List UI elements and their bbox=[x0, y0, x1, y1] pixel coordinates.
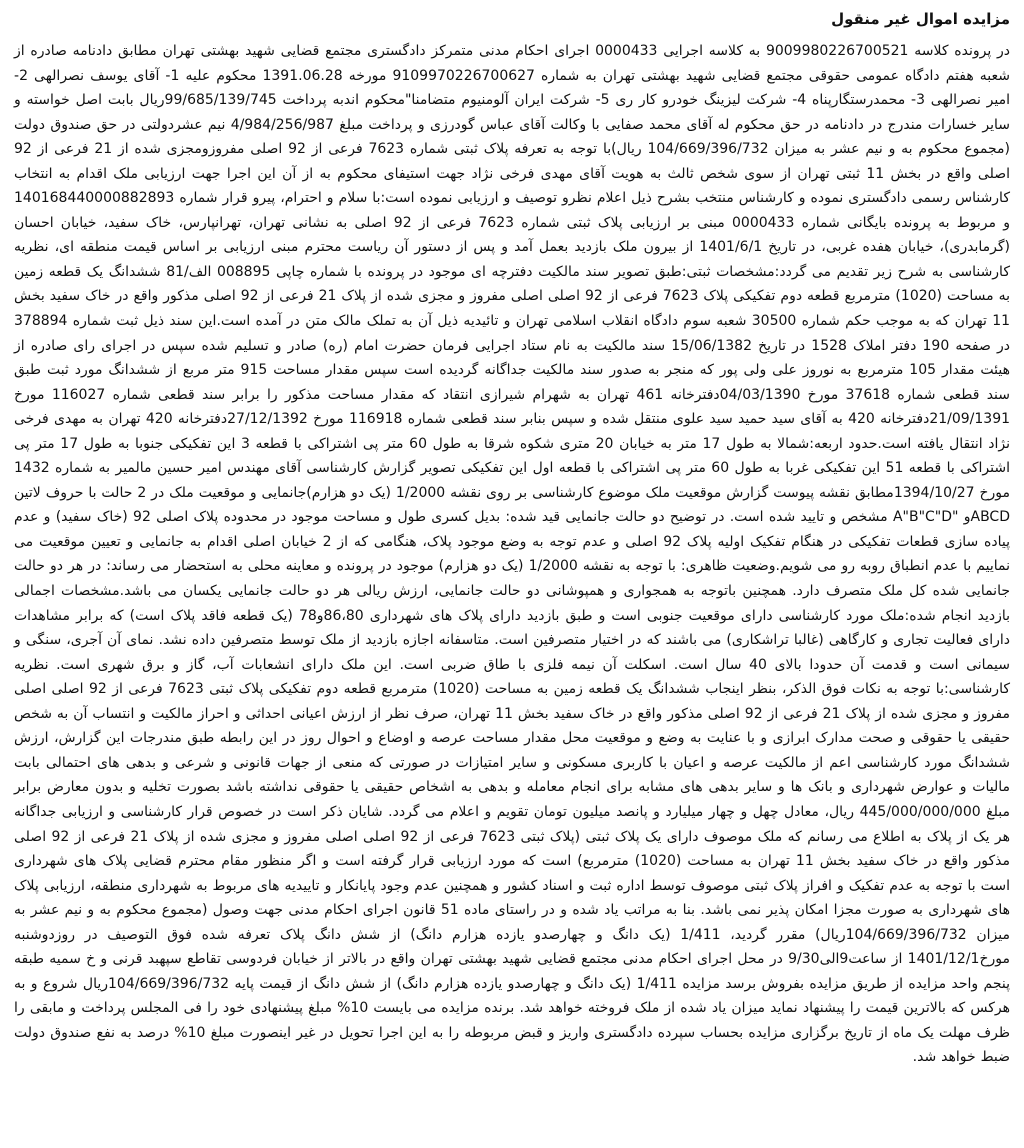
notice-body-text: در پرونده کلاسه 9009980226700521 به کلاسه اجرایی 0000433 اجرای احکام مدنی متمرکز دادگستری مجتمع قضایی شهید بهشتی تهران مطابق دادنامه صادره از شعبه هفتم دادگاه عمومی حقوقی مجتمع قضایی شهید بهشتی تهران به شماره 9109970226700627 مورخه 1391.06.28 محکوم علیه 1- آقای یوسف نصرالهی 2- امیر نصرالهی 3- محمدرستگارپناه 4- شرکت لیزینگ خودرو کار ری 5- شرکت ایران آلومنیوم متضامنا"محکوم اندبه پرداخت 99/685/139/745ریال بابت اصل خواسته و سایر خسارات مندرج در دادنامه در حق محکوم له آقای محمد صفایی با وکالت آقای عباس گودرزی و پرداخت مبلغ 4/984/256/987 نیم عشردولتی در حق صندوق دولت (مجموع محکوم به و نیم عشر به میزان 104/669/396/732 ریال)با توجه به تعرفه پلاک ثبتی شماره 7623 فرعی از 92 اصلی مفروزومجزی شده از 21 فرعی از 92 اصلی واقع در بخش 11 ثبتی تهران از سوی شخص ثالث به هویت آقای مهدی فرخی نژاد جهت استیفای محکوم به از آن این اجرا جهت ارزیابی ملک اقدام به انتخاب کارشناس رسمی دادگستری نموده و کارشناس منتخب بشرح ذیل اعلام نظرو توصیف و ارزیابی نموده است:با سلام و احترام، پیرو قرار شماره 140168440000882893 و مربوط به پرونده بایگانی شماره 0000433 مبنی بر ارزیابی پلاک ثبتی شماره 7623 فرعی از 92 اصلی به نشانی تهران، تهرانپارس، خاک سفید، خیابان احسان (گرمابدری)، خیابان هفده غربی، در تاریخ 1401/6/1 از بیرون ملک بازدید بعمل آمد و پس از دستور آن ریاست محترم مبنی ارزیابی بر اساس قیمت منطقه ای، نظریه کارشناسی به شرح زیر تقدیم می گردد:مشخصات ثبتی:طبق تصویر سند مالکیت دفترچه ای موجود در پرونده با شماره چاپی 008895 الف/81 ششدانگ یک قطعه زمین به مساحت (1020) مترمربع قطعه دوم تفکیکی پلاک 7623 فرعی از 92 اصلی اصلی مفروز و مجزی شده از پلاک 21 فرعی از 92 اصلی مذکور واقع در خاک سفید بخش 11 تهران که به موجب حکم شماره 30500 شعبه سوم دادگاه انقلاب اسلامی تهران و تائیدیه ذیل آن به تملک مالک متن در آمده است.این سند ذیل ثبت شماره 378894 در صفحه 190 دفتر املاک 1528 در تاریخ 15/06/1382 سند مالکیت به نام ستاد اجرایی فرمان حضرت امام (ره) صادر و تسلیم شده سپس در اجرای رای صادره از هیئت مقدار 105 مترمربع به نوروز علی ولی پور که منجر به صدور سند مالکیت جداگانه گردیده است سپس مقدار مساحت 915 متر مربع از ششدانگ مورد ثبت طبق سند قطعی شماره 37618 مورخ 04/03/1390دفترخانه 461 تهران به شهرام شیرازی انتقاد که مقدار مساحت مذکور را برابر سند قطعی شماره 116027 مورخ 21/09/1391دفترخانه 420 به آقای سید حمید سید علوی منتقل شده و سپس بنابر سند قطعی شماره 116918 مورخ 27/12/1392دفترخانه 420 تهران به مهدی فرخی نژاد انتقال یافته است.حدود اربعه:شمالا به طول 17 متر به خیابان 20 متری شکوه شرقا به طول 60 متر پی اشتراکی با قطعه 3 این تفکیکی جنوبا به طول 17 متر پی اشتراکی با قطعه 51 این تفکیکی غربا به طول 60 متر پی اشتراکی با قطعه اول این تفکیکی تصویر گزارش کارشناسی آقای مهندس امیر حسین مالمیر به شماره 1432 مورخ 1394/10/27مطابق نقشه پیوست گزارش موقعیت ملک موضوع کارشناسی بر روی نقشه 1/2000 (یک دو هزارم)جانمایی و موقعیت ملک در 2 حالت با حروف لاتین ABCDو "A"B"C"D مشخص و تایید شده است. در توضیح دو حالت جانمایی قید شده: بدیل کسری طول و مساحت موجود در محدوده پلاک اصلی 92 (خاک سفید) و عدم پیاده سازی قطعات تفکیکی در هنگام تفکیک اولیه پلاک 92 اصلی و عدم توجه به وضع موجود پلاک، هنگامی که از 2 خیابان اصلی اقدام به جانمایی و تعیین موقعیت می نماییم با عدم انطباق روبه رو می شویم.وضعیت ظاهری: با توجه به نقشه 1/2000 (یک دو هزارم) موجود در پرونده و معاینه محلی به استحضار می رساند: در هر دو حالت جانمایی شده کل ملک متصرف دارد. همچنین باتوجه به همجواری و همپوشانی دو حالت جانمایی، ارزش ریالی هر دو حالت جانمایی یکسان می باشد.مشخصات اجمالی بازدید انجام شده:ملک مورد کارشناسی دارای موقعیت جنوبی است و طبق بازدید دارای پلاک های شهرداری 86،80و78 (یک قطعه فاقد پلاک است) که برابر مشاهدات دارای فعالیت تجاری و کارگاهی (غالبا تراشکاری) می باشند که در اختیار متصرفین است. متاسفانه اجازه بازدید از ملک توسط متصرفین داده نشد. نمای آن آجری، سنگی و سیمانی است و قدمت آن حدودا بالای 40 سال است. اسکلت آن نیمه فلزی با طاق ضربی است. این ملک دارای انشعابات آب، گاز و برق شهری است. نظریه کارشناسی:با توجه به نکات فوق الذکر، بنظر اینجاب ششدانگ یک قطعه زمین به مساحت (1020) مترمربع قطعه دوم تفکیکی پلاک ثبتی 7623 فرعی از 92 اصلی اصلی مفروز و مجزی شده از پلاک 21 فرعی از 92 اصلی مذکور واقع در خاک سفید بخش 11 تهران، صرف نظر از ارزش اعیانی احداثی و احراز مالکیت و انتساب آن به شخص حقیقی یا حقوقی و صحت مدارک ابرازی و با عنایت به وضع و موقعیت محل مقدار مساحت عرصه و اوضاع و احوال روز در این رابطه طبق مندرجات این گزارش، ارزش ششدانگ مورد کارشناسی اعم از مالکیت عرصه و اعیان با کاربری مسکونی و سایر امتیازات در صورتی که منعی از جهات قانونی و شرعی و بدهی های احتمالی بابت مالیات و عوارض شهرداری و بانک ها و سایر بدهی های مشابه برای انجام معامله و بدهی به اشخاص حقیقی یا حقوقی نداشته باشد بصورت تخلیه و بدون معارض برابر مبلغ 445/000/000/000 ریال، معادل چهل و چهار میلیارد و پانصد میلیون تومان تقویم و اعلام می گردد. شایان ذکر است در خصوص قرار کارشناسی و ارزیابی جداگانه هر یک از پلاک به اطلاع می رسانم که ملک موصوف دارای یک پلاک ثبتی (پلاک ثبتی 7623 فرعی از 92 اصلی اصلی مفروز و مجزی شده از پلاک 21 فرعی از 92 اصلی مذکور واقع در خاک سفید بخش 11 تهران به مساحت (1020) مترمربع) است که مورد ارزیابی قرار گرفته است و اگر منظور مقام محترم قضایی پلاک های شهرداری است با توجه به عدم تفکیک و افراز پلاک ثبتی موصوف توسط اداره ثبت و اسناد کشور و همچنین عدم وجود پایانکار و تاییدیه های مربوط به شهرداری منطقه، ارزیابی پلاک های شهرداری به صورت مجزا امکان پذیر نمی باشد. بنا به مراتب یاد شده و در راستای ماده 51 قانون اجرای احکام مدنی جهت وصول (مجموع محکوم به و نیم عشر به میزان 104/669/396/732ریال) مقرر گردید، 1/411 (یک دانگ و چهارصدو یازده هزارم دانگ) از شش دانگ پلاک تعرفه شده فوق التوصیف در روزدوشنبه مورخ1401/12/1 از ساعت9الی9/30 در محل اجرای احکام مدنی مجتمع قضایی شهید بهشتی تهران واقع در بالاتر از خیابان فردوسی تقاطع سپهبد قرنی و خ سمیه طبقه پنجم واحد مزایده از طریق مزایده بفروش برسد مزایده 1/411 (یک دانگ و چهارصدو یازده هزارم دانگ) از شش دانگ از قیمت پایه 104/669/396/732ریال شروع و به هرکس که بالاترین قیمت را پیشنهاد نماید میزان یاد شده از ملک فروخته خواهد شد. برنده مزایده می بایست 10% مبلغ پیشنهادی خود را فی المجلس پرداخت و مابقی را ظرف مهلت یک ماه از تاریخ برگزاری مزایده بحساب سپرده دادگستری واریز و قبض مربوطه را به این اجرا تحویل در غیر اینصورت مبلغ 10% درصد به نفع صندوق دولت ضبط خواهد شد. bbox=[14, 43, 1011, 1066]
notice-title: مزایده اموال غیر منقول bbox=[831, 10, 1010, 28]
